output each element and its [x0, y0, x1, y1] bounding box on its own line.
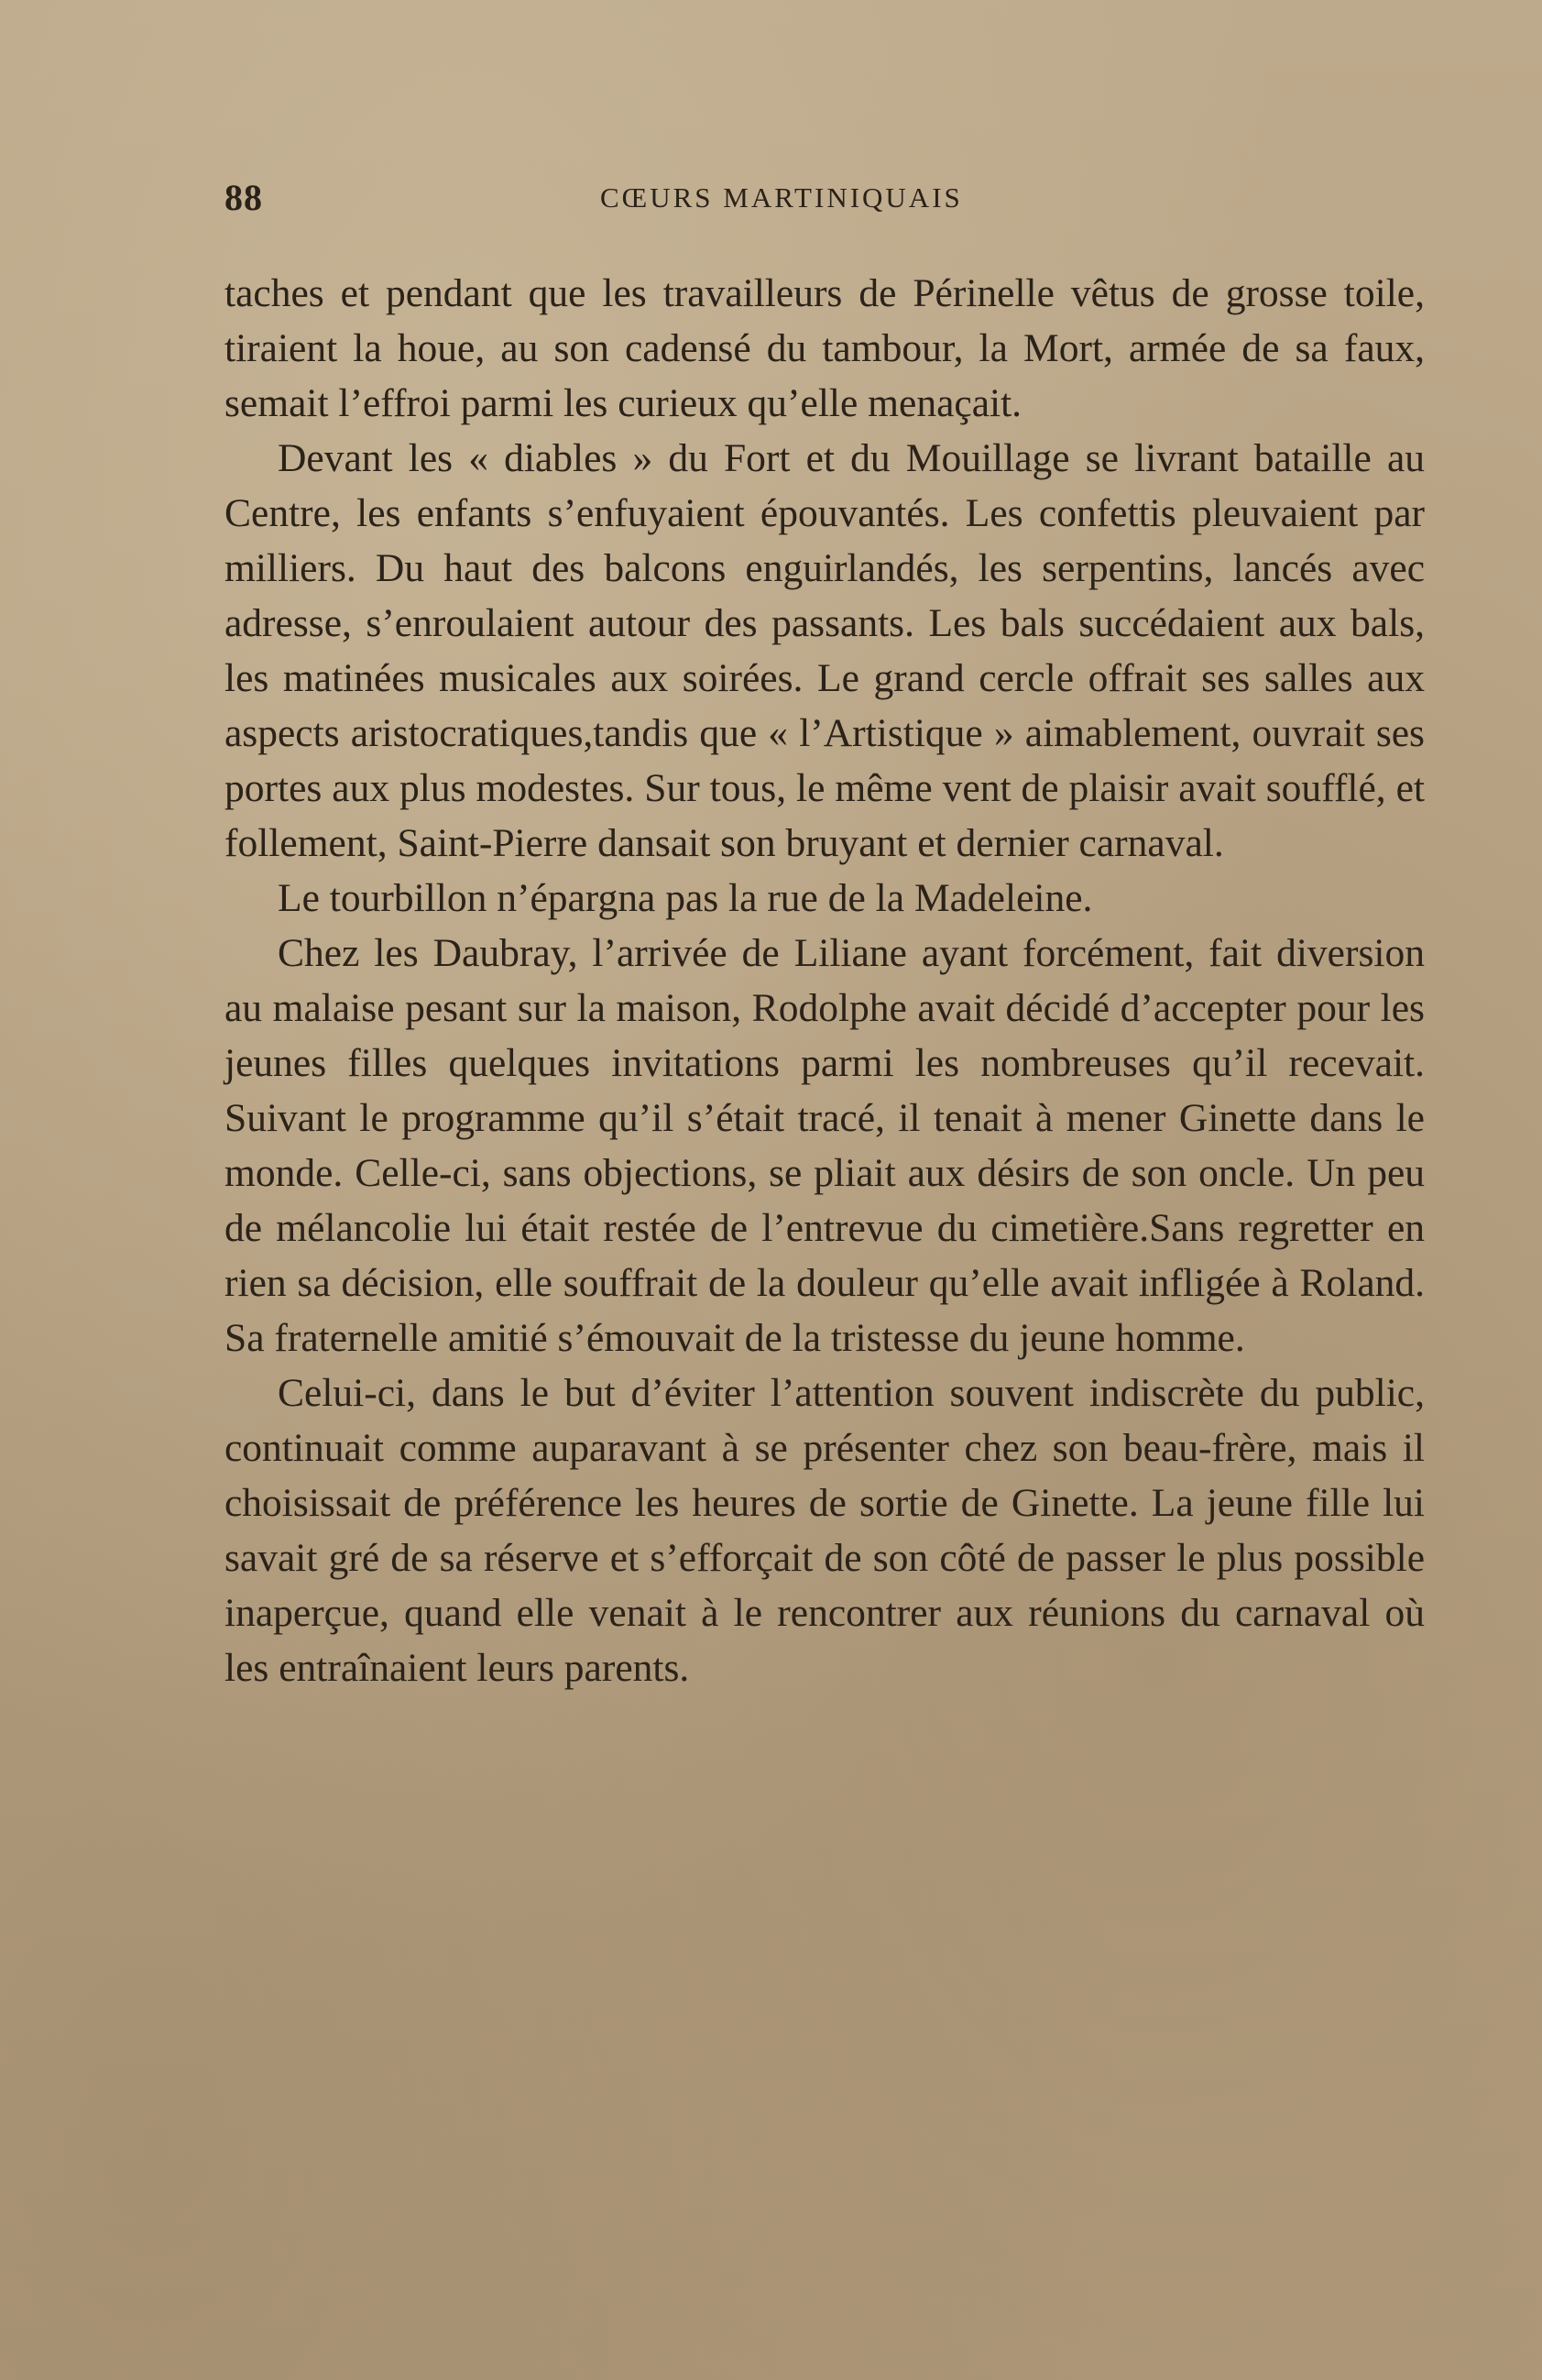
paragraph: Celui-ci, dans le but d’éviter l’attention souvent indiscrète du public, continuait comme auparavant à se présenter chez son beau-frère, mais il choisissait de préférence les heures de sortie de Ginette. La jeune fille lui savait gré de sa réserve et s’efforçait de son côté de passer le plus possible inaperçue, quand elle venait à le rencontrer aux réunions du carnaval où les entraînaient leurs parents.	[224, 1371, 1425, 1690]
running-title: CŒURS MARTINIQUAIS	[600, 181, 963, 214]
body-text	[224, 266, 1425, 1695]
page-number: 88	[224, 177, 263, 218]
paragraph-continued: taches et pendant que les travailleurs de Périnelle vêtus de grosse toile, tiraient la houe, au son cadensé du tambour, la Mort, armée de sa faux, semait l’effroi parmi les curieux qu’elle menaçait.	[224, 271, 1425, 425]
page-header	[224, 176, 1425, 222]
paragraph: Devant les « diables » du Fort et du Mouillage se livrant bataille au Centre, les enfants s’enfuyaient épouvantés. Les confettis pleuvaient par milliers. Du haut des balcons enguirlandés, les serpentins, lancés avec adresse, s’enroulaient autour des passants. Les bals succédaient aux bals, les matinées musicales aux soirées. Le grand cercle offrait ses salles aux aspects aristocratiques,tandis que « l’Artistique » aimablement, ouvrait ses portes aux plus modestes. Sur tous, le même vent de plaisir avait soufflé, et follement, Saint-Pierre dansait son bruyant et dernier carnaval.	[224, 436, 1425, 865]
paragraph: Le tourbillon n’épargna pas la rue de la Madeleine.	[278, 876, 1093, 920]
paragraph: Chez les Daubray, l’arrivée de Liliane ayant forcément, fait diversion au malaise pesant sur la maison, Rodolphe avait décidé d’accepter pour les jeunes filles quelques invitations parmi les nombreuses qu’il recevait. Suivant le programme qu’il s’était tracé, il tenait à mener Ginette dans le monde. Celle-ci, sans objections, se pliait aux désirs de son oncle. Un peu de mélancolie lui était restée de l’entrevue du cimetière.Sans regretter en rien sa décision, elle souffrait de la douleur qu’elle avait infligée à Roland. Sa fraternelle amitié s’émouvait de la tristesse du jeune homme.	[224, 931, 1425, 1360]
